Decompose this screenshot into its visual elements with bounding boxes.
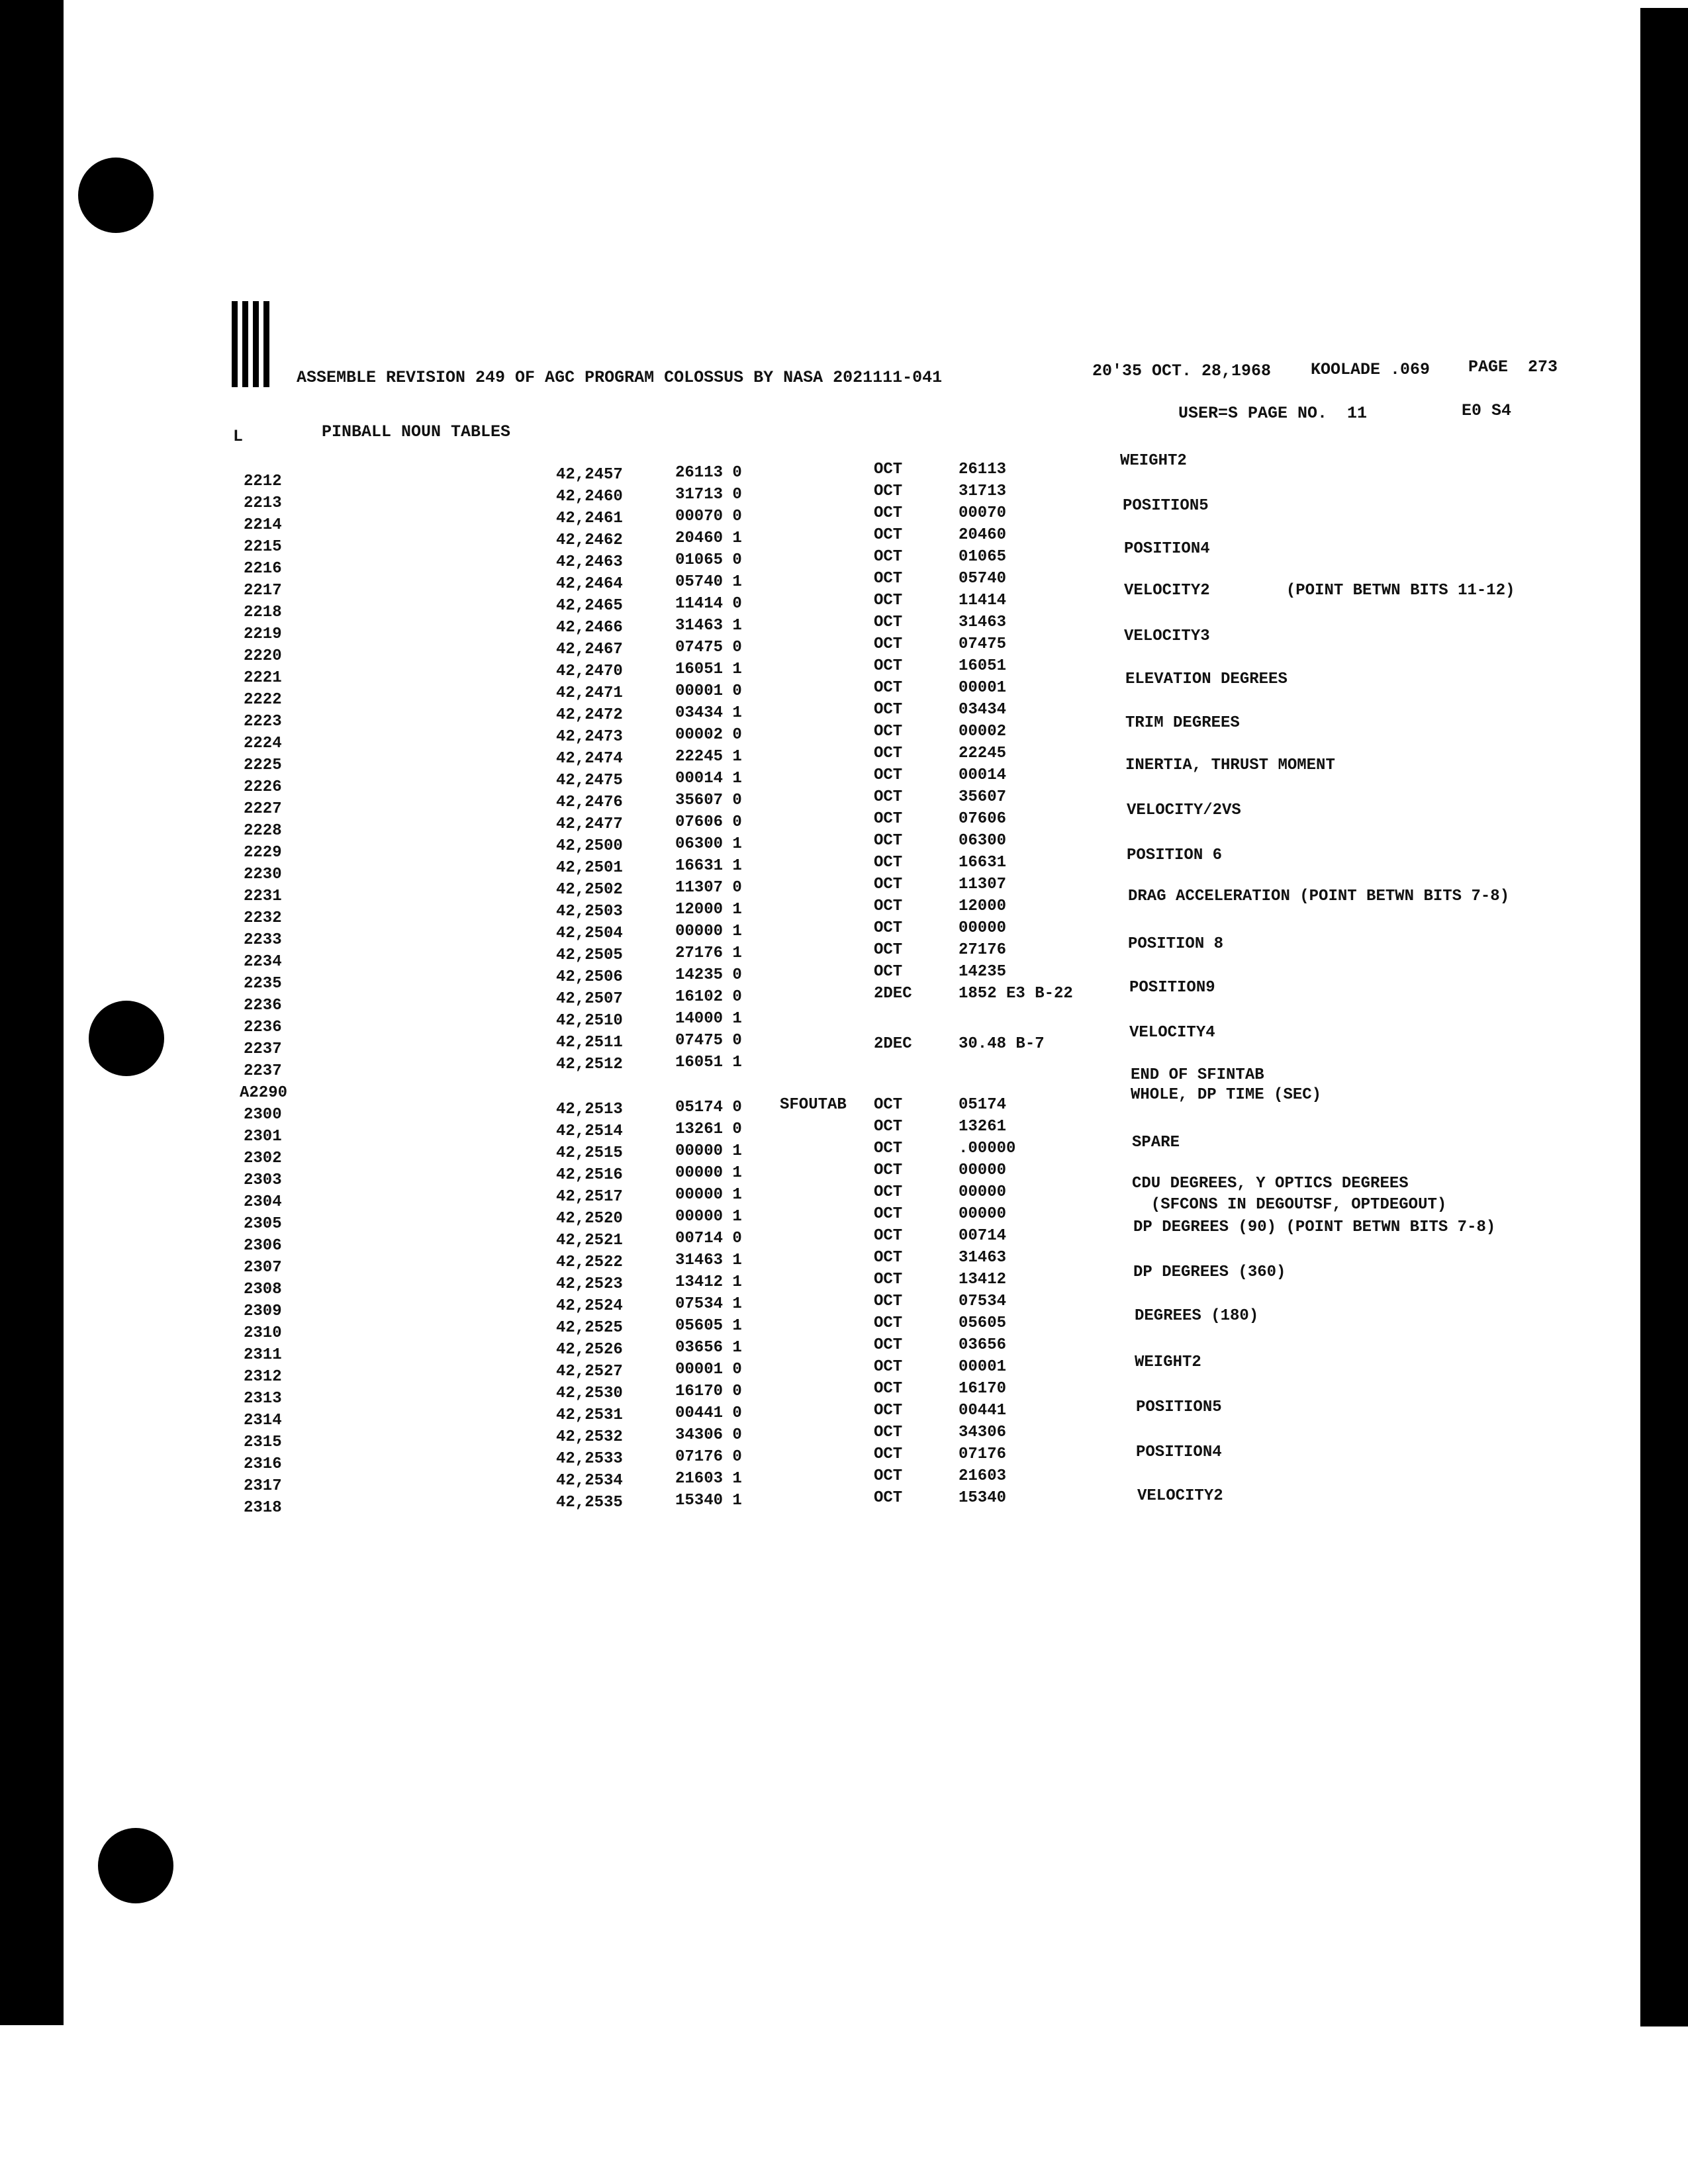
line-number: 2223 [244, 713, 282, 731]
header-page: PAGE 273 [1468, 357, 1558, 377]
octal-code: 16170 0 [675, 1383, 742, 1400]
opcode: OCT [874, 919, 903, 937]
line-number: 2311 [244, 1346, 282, 1364]
line-number: 2218 [244, 604, 282, 621]
operand: 00002 [959, 723, 1007, 741]
octal-code: 00014 1 [675, 770, 742, 788]
line-number: 2303 [244, 1171, 282, 1189]
opcode: OCT [874, 1358, 903, 1376]
location: 42,2464 [556, 575, 623, 593]
operand: 26113 [959, 461, 1007, 478]
octal-code: 00441 0 [675, 1404, 742, 1422]
location: 42,2533 [556, 1450, 623, 1468]
opcode: OCT [874, 876, 903, 893]
line-number: 2229 [244, 844, 282, 862]
location: 42,2526 [556, 1341, 623, 1359]
octal-code: 07606 0 [675, 813, 742, 831]
line-number: 2235 [244, 975, 282, 993]
line-number: 2315 [244, 1433, 282, 1451]
punch-hole-bottom [98, 1828, 173, 1903]
operand: 03434 [959, 701, 1007, 719]
opcode: 2DEC [874, 985, 912, 1003]
line-number: A2290 [240, 1084, 288, 1102]
opcode: OCT [874, 1336, 903, 1354]
operand: 34306 [959, 1424, 1007, 1441]
octal-code: 05174 0 [675, 1099, 742, 1116]
opcode: OCT [874, 1489, 903, 1507]
operand: 16051 [959, 657, 1007, 675]
comment: POSITION5 [1136, 1398, 1222, 1416]
opcode: OCT [874, 897, 903, 915]
location: 42,2534 [556, 1472, 623, 1490]
operand: 07534 [959, 1293, 1007, 1310]
opcode: OCT [874, 1205, 903, 1223]
comment: POSITION 8 [1128, 935, 1224, 953]
opcode: OCT [874, 1293, 903, 1310]
line-number: 2301 [244, 1128, 282, 1146]
location: 42,2457 [556, 466, 623, 484]
tag-label: SFOUTAB [780, 1096, 847, 1114]
opcode: OCT [874, 963, 903, 981]
scan-edge-right [1640, 8, 1688, 2026]
operand: 31713 [959, 482, 1007, 500]
header-datetime: 20'35 OCT. 28,1968 [1092, 361, 1272, 381]
operand: 00714 [959, 1227, 1007, 1245]
opcode: OCT [874, 1227, 903, 1245]
comment: POSITION4 [1136, 1443, 1222, 1461]
octal-code: 00714 0 [675, 1230, 742, 1248]
location: 42,2517 [556, 1188, 623, 1206]
comment: (SFCONS IN DEGOUTSF, OPTDEGOUT) [1132, 1196, 1447, 1214]
octal-code: 22245 1 [675, 748, 742, 766]
line-number: 2314 [244, 1412, 282, 1430]
line-number: 2316 [244, 1455, 282, 1473]
opcode: OCT [874, 1161, 903, 1179]
opcode: OCT [874, 1467, 903, 1485]
line-number: 2306 [244, 1237, 282, 1255]
operand: 27176 [959, 941, 1007, 959]
opcode: OCT [874, 1402, 903, 1420]
opcode: OCT [874, 461, 903, 478]
location: 42,2506 [556, 968, 623, 986]
section-title: PINBALL NOUN TABLES [322, 422, 511, 441]
operand: 11307 [959, 876, 1007, 893]
octal-code: 34306 0 [675, 1426, 742, 1444]
scan-edge-left [0, 0, 64, 2025]
opcode: OCT [874, 810, 903, 828]
location: 42,2505 [556, 946, 623, 964]
location: 42,2522 [556, 1253, 623, 1271]
location: 42,2471 [556, 684, 623, 702]
operand: 20460 [959, 526, 1007, 544]
line-number: 2231 [244, 887, 282, 905]
operand: 07176 [959, 1445, 1007, 1463]
octal-code: 03656 1 [675, 1339, 742, 1357]
line-number: 2219 [244, 625, 282, 643]
line-number: 2305 [244, 1215, 282, 1233]
octal-code: 16051 1 [675, 1054, 742, 1071]
location: 42,2472 [556, 706, 623, 724]
operand: 00070 [959, 504, 1007, 522]
octal-code: 16102 0 [675, 988, 742, 1006]
location: 42,2473 [556, 728, 623, 746]
operand: 22245 [959, 745, 1007, 762]
opcode: OCT [874, 723, 903, 741]
operand: 07606 [959, 810, 1007, 828]
opcode: OCT [874, 482, 903, 500]
opcode: OCT [874, 1380, 903, 1398]
operand: 06300 [959, 832, 1007, 850]
opcode: OCT [874, 592, 903, 610]
line-number: 2220 [244, 647, 282, 665]
operand: 31463 [959, 614, 1007, 631]
location: 42,2507 [556, 990, 623, 1008]
location: 42,2523 [556, 1275, 623, 1293]
octal-code: 00000 1 [675, 1186, 742, 1204]
location: 42,2465 [556, 597, 623, 615]
octal-code: 05605 1 [675, 1317, 742, 1335]
operand: 16631 [959, 854, 1007, 872]
punch-hole-top [78, 158, 154, 233]
line-number: 2214 [244, 516, 282, 534]
operand: 00001 [959, 679, 1007, 697]
location: 42,2520 [556, 1210, 623, 1228]
octal-code: 00002 0 [675, 726, 742, 744]
header-koolade: KOOLADE .069 [1311, 360, 1430, 379]
octal-code: 16631 1 [675, 857, 742, 875]
operand: 21603 [959, 1467, 1007, 1485]
opcode: OCT [874, 1140, 903, 1158]
octal-code: 16051 1 [675, 660, 742, 678]
comment: DP DEGREES (360) [1133, 1263, 1286, 1281]
octal-code: 11307 0 [675, 879, 742, 897]
operand: 03656 [959, 1336, 1007, 1354]
octal-code: 14235 0 [675, 966, 742, 984]
octal-code: 35607 0 [675, 792, 742, 809]
line-number: 2228 [244, 822, 282, 840]
location: 42,2467 [556, 641, 623, 659]
line-number: 2309 [244, 1302, 282, 1320]
octal-code: 01065 0 [675, 551, 742, 569]
octal-code: 03434 1 [675, 704, 742, 722]
location: 42,2531 [556, 1406, 623, 1424]
location: 42,2462 [556, 531, 623, 549]
location: 42,2516 [556, 1166, 623, 1184]
octal-code: 13261 0 [675, 1120, 742, 1138]
header-user-page: USER=S PAGE NO. 11 [1178, 404, 1368, 423]
line-number: 2317 [244, 1477, 282, 1495]
operand: 11414 [959, 592, 1007, 610]
punch-hole-middle [89, 1001, 164, 1076]
octal-code: 31463 1 [675, 617, 742, 635]
operand: 05740 [959, 570, 1007, 588]
opcode: OCT [874, 635, 903, 653]
comment: TRIM DEGREES [1125, 714, 1240, 732]
opcode: OCT [874, 504, 903, 522]
line-number: 2232 [244, 909, 282, 927]
opcode: OCT [874, 570, 903, 588]
line-number: 2312 [244, 1368, 282, 1386]
octal-code: 07475 0 [675, 639, 742, 657]
operand: 31463 [959, 1249, 1007, 1267]
line-number: 2215 [244, 538, 282, 556]
operand: 00441 [959, 1402, 1007, 1420]
location: 42,2530 [556, 1385, 623, 1402]
line-number: 2230 [244, 866, 282, 884]
comment: END OF SFINTAB [1131, 1066, 1264, 1084]
octal-code: 15340 1 [675, 1492, 742, 1510]
comment: WEIGHT2 [1135, 1353, 1201, 1371]
location: 42,2525 [556, 1319, 623, 1337]
octal-code: 00070 0 [675, 508, 742, 525]
line-number: 2227 [244, 800, 282, 818]
location: 42,2512 [556, 1056, 623, 1073]
location: 42,2463 [556, 553, 623, 571]
line-number: 2237 [244, 1062, 282, 1080]
comment: SPARE [1132, 1134, 1180, 1152]
operand: 15340 [959, 1489, 1007, 1507]
octal-code: 07475 0 [675, 1032, 742, 1050]
location: 42,2514 [556, 1122, 623, 1140]
octal-code: 31713 0 [675, 486, 742, 504]
opcode: 2DEC [874, 1035, 912, 1053]
comment: POSITION9 [1129, 979, 1215, 997]
octal-code: 07534 1 [675, 1295, 742, 1313]
line-number: 2302 [244, 1150, 282, 1167]
line-number: 2310 [244, 1324, 282, 1342]
comment: ELEVATION DEGREES [1125, 670, 1288, 688]
opcode: OCT [874, 614, 903, 631]
opcode: OCT [874, 832, 903, 850]
operand: 00000 [959, 1161, 1007, 1179]
comment: WHOLE, DP TIME (SEC) [1131, 1086, 1322, 1104]
operand: 00000 [959, 919, 1007, 937]
location: 42,2476 [556, 794, 623, 811]
octal-code: 26113 0 [675, 464, 742, 482]
octal-code: 11414 0 [675, 595, 742, 613]
line-number: 2236 [244, 1019, 282, 1036]
octal-code: 07176 0 [675, 1448, 742, 1466]
location: 42,2510 [556, 1012, 623, 1030]
octal-code: 00001 0 [675, 1361, 742, 1379]
location: 42,2515 [556, 1144, 623, 1162]
comment: VELOCITY4 [1129, 1024, 1215, 1042]
location: 42,2470 [556, 662, 623, 680]
comment: POSITION5 [1123, 497, 1209, 515]
comment: INERTIA, THRUST MOMENT [1125, 756, 1335, 774]
line-number: 2308 [244, 1281, 282, 1298]
opcode: OCT [874, 745, 903, 762]
location: 42,2535 [556, 1494, 623, 1512]
opcode: OCT [874, 1183, 903, 1201]
opcode: OCT [874, 854, 903, 872]
operand: .00000 [959, 1140, 1016, 1158]
location: 42,2501 [556, 859, 623, 877]
comment: DRAG ACCELERATION (POINT BETWN BITS 7-8) [1128, 887, 1510, 905]
opcode: OCT [874, 526, 903, 544]
header-title: ASSEMBLE REVISION 249 OF AGC PROGRAM COLOSSUS BY NASA 2021111-041 [297, 368, 943, 387]
operand: 16170 [959, 1380, 1007, 1398]
opcode: OCT [874, 1424, 903, 1441]
opcode: OCT [874, 1118, 903, 1136]
line-number: 2213 [244, 494, 282, 512]
comment: CDU DEGREES, Y OPTICS DEGREES [1132, 1175, 1409, 1193]
opcode: OCT [874, 701, 903, 719]
location: 42,2504 [556, 925, 623, 942]
location: 42,2532 [556, 1428, 623, 1446]
operand: 01065 [959, 548, 1007, 566]
comment: DP DEGREES (90) (POINT BETWN BITS 7-8) [1133, 1218, 1496, 1236]
line-number: 2300 [244, 1106, 282, 1124]
comment: WEIGHT2 [1120, 452, 1187, 470]
operand: 05605 [959, 1314, 1007, 1332]
line-number: 2304 [244, 1193, 282, 1211]
opcode: OCT [874, 1271, 903, 1289]
comment: VELOCITY3 [1124, 627, 1210, 645]
line-number: 2225 [244, 756, 282, 774]
octal-code: 13412 1 [675, 1273, 742, 1291]
line-number: 2234 [244, 953, 282, 971]
location: 42,2466 [556, 619, 623, 637]
location: 42,2475 [556, 772, 623, 790]
location: 42,2461 [556, 510, 623, 527]
octal-code: 00000 1 [675, 923, 742, 940]
opcode: OCT [874, 788, 903, 806]
comment: DEGREES (180) [1135, 1307, 1259, 1325]
line-number: 2237 [244, 1040, 282, 1058]
opcode: OCT [874, 1314, 903, 1332]
location: 42,2513 [556, 1101, 623, 1118]
opcode: OCT [874, 941, 903, 959]
opcode: OCT [874, 679, 903, 697]
line-number: 2318 [244, 1499, 282, 1517]
comment: VELOCITY2 [1137, 1487, 1223, 1505]
operand: 14235 [959, 963, 1007, 981]
location: 42,2503 [556, 903, 623, 921]
operand: 00000 [959, 1183, 1007, 1201]
operand: 30.48 B-7 [959, 1035, 1045, 1053]
line-number: 2222 [244, 691, 282, 709]
operand: 00014 [959, 766, 1007, 784]
line-number: 2226 [244, 778, 282, 796]
header-l: L [233, 427, 244, 446]
line-number: 2212 [244, 473, 282, 490]
operand: 05174 [959, 1096, 1007, 1114]
line-number: 2233 [244, 931, 282, 949]
octal-code: 00000 1 [675, 1142, 742, 1160]
location: 42,2511 [556, 1034, 623, 1052]
opcode: OCT [874, 657, 903, 675]
location: 42,2500 [556, 837, 623, 855]
location: 42,2527 [556, 1363, 623, 1381]
octal-code: 20460 1 [675, 529, 742, 547]
comment: VELOCITY2 (POINT BETWN BITS 11-12) [1124, 582, 1515, 600]
operand: 07475 [959, 635, 1007, 653]
octal-code: 00001 0 [675, 682, 742, 700]
line-number: 2216 [244, 560, 282, 578]
octal-code: 27176 1 [675, 944, 742, 962]
location: 42,2460 [556, 488, 623, 506]
location: 42,2521 [556, 1232, 623, 1250]
operand: 13412 [959, 1271, 1007, 1289]
location: 42,2477 [556, 815, 623, 833]
line-number: 2217 [244, 582, 282, 600]
comment: VELOCITY/2VS [1127, 801, 1241, 819]
octal-code: 05740 1 [675, 573, 742, 591]
line-number: 2313 [244, 1390, 282, 1408]
operand: 12000 [959, 897, 1007, 915]
operand: 13261 [959, 1118, 1007, 1136]
octal-code: 31463 1 [675, 1251, 742, 1269]
octal-code: 14000 1 [675, 1010, 742, 1028]
octal-code: 06300 1 [675, 835, 742, 853]
operand: 00000 [959, 1205, 1007, 1223]
operand: 00001 [959, 1358, 1007, 1376]
comment: POSITION4 [1124, 540, 1210, 558]
opcode: OCT [874, 548, 903, 566]
octal-code: 00000 1 [675, 1208, 742, 1226]
line-number: 2224 [244, 735, 282, 752]
operand: 1852 E3 B-22 [959, 985, 1073, 1003]
location: 42,2502 [556, 881, 623, 899]
line-number: 2307 [244, 1259, 282, 1277]
opcode: OCT [874, 766, 903, 784]
line-number: 2221 [244, 669, 282, 687]
opcode: OCT [874, 1445, 903, 1463]
octal-code: 12000 1 [675, 901, 742, 919]
opcode: OCT [874, 1249, 903, 1267]
location: 42,2474 [556, 750, 623, 768]
octal-code: 21603 1 [675, 1470, 742, 1488]
header-eo: E0 S4 [1462, 401, 1512, 420]
octal-code: 00000 1 [675, 1164, 742, 1182]
line-number: 2236 [244, 997, 282, 1015]
comment: POSITION 6 [1127, 846, 1223, 864]
location: 42,2524 [556, 1297, 623, 1315]
opcode: OCT [874, 1096, 903, 1114]
operand: 35607 [959, 788, 1007, 806]
binder-bars-mark [232, 301, 274, 387]
